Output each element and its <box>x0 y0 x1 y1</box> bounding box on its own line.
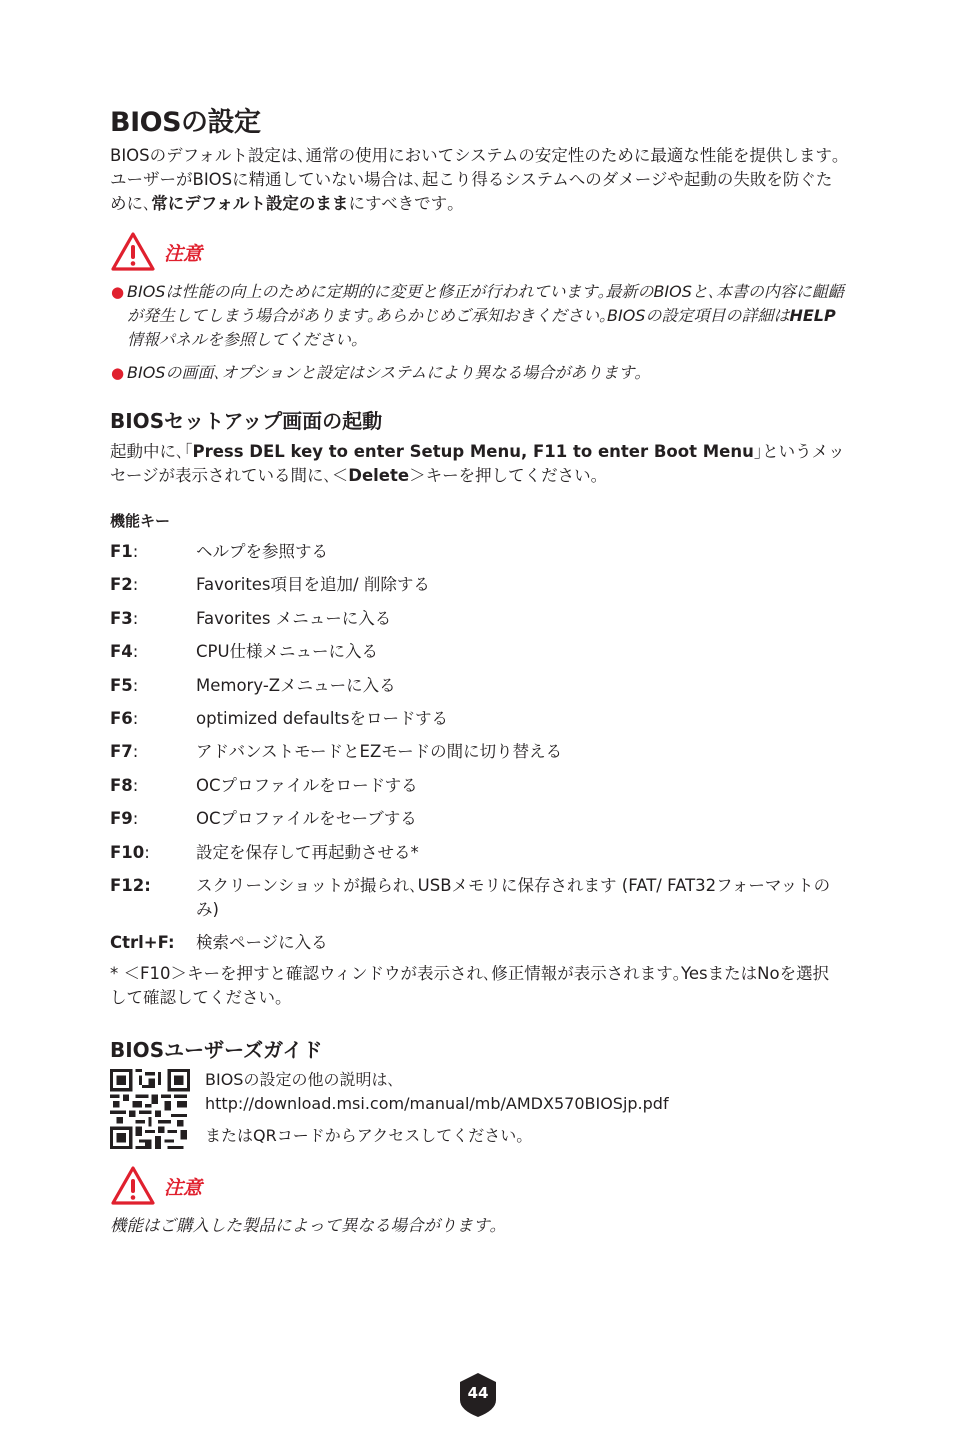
footnote: * ＜F10＞キーを押すと確認ウィンドウが表示され､修正情報が表示されます｡YesまたはNoを選択して確認してください｡ <box>110 964 830 1007</box>
function-key-name <box>110 707 196 731</box>
function-key-description: アドバンストモードとEZモードの間に切り替える <box>196 742 563 762</box>
function-key-name <box>110 841 196 865</box>
key-label: F1 <box>110 542 133 561</box>
bullet-1-bold: HELP <box>789 306 836 325</box>
caution-bullet-1 <box>110 280 850 352</box>
caution-heading-2 <box>110 1164 202 1208</box>
warning-icon <box>110 231 156 273</box>
guide-line-1: BIOSの設定の他の説明は､ <box>205 1070 396 1089</box>
function-key-name <box>110 740 196 764</box>
setup-text-3: ＞キーを押してください｡ <box>409 466 599 485</box>
guide-line-3: またはQRコードからアクセスしてください｡ <box>205 1126 525 1145</box>
key-label: F3 <box>110 608 133 628</box>
user-guide-title: BIOSユーザーズガイド <box>110 1038 323 1062</box>
function-key-description: スクリーンショットが撮られ､USBメモリに保存されます (FAT/ FAT32フォーマットのみ) <box>196 875 831 919</box>
intro-paragraph <box>110 144 845 216</box>
function-key-name <box>110 540 196 564</box>
bullet-dot-icon: ● <box>111 283 125 301</box>
function-key-name <box>110 874 196 922</box>
warning-icon <box>110 1165 156 1207</box>
setup-text-1: 起動中に､｢ <box>110 442 193 461</box>
function-key-list <box>110 540 850 965</box>
function-key-row <box>110 540 850 564</box>
guide-url-link[interactable]: http://download.msi.com/manual/mb/AMDX570BIOSjp.pdf <box>205 1094 669 1113</box>
caution-list-1 <box>110 280 850 394</box>
setup-text-2: ｣というメッセージが表示されている間に､＜ <box>110 442 845 485</box>
function-key-row <box>110 740 850 764</box>
function-key-description: OCプロファイルをセーブする <box>196 809 417 829</box>
caution-label: 注意 <box>164 242 203 265</box>
function-key-name <box>110 774 196 798</box>
function-key-description: Memory-Zメニューに入る <box>196 675 396 695</box>
function-key-description: 設定を保存して再起動させる* <box>196 842 419 862</box>
function-keys-title: 機能キー <box>110 512 171 530</box>
qr-code-icon <box>110 1068 190 1150</box>
intro-text-1: BIOSのデフォルト設定は､通常の使用においてシステムの安定性のために最適な性能を提供します｡ユーザーがBIOSに精通していない場合は､起こり得るシステムへのダメージや起動の失敗を防ぐために､ <box>110 146 841 213</box>
function-key-row <box>110 841 850 865</box>
key-label: F10 <box>110 842 145 862</box>
function-key-description: Favorites メニューに入る <box>196 608 392 628</box>
key-label: F12: <box>110 875 151 895</box>
setup-bold-message: Press DEL key to enter Setup Menu, F11 to enter Boot Menu <box>192 442 754 461</box>
page-title: BIOSの設定 <box>110 107 261 138</box>
function-key-description: ヘルプを参照する <box>196 542 328 561</box>
function-key-row <box>110 674 850 698</box>
function-key-name <box>110 573 196 597</box>
function-key-name <box>110 607 196 631</box>
function-key-row <box>110 774 850 798</box>
function-key-row <box>110 640 850 664</box>
caution-label-2: 注意 <box>164 1176 203 1199</box>
bullet-1-text-a: BIOSは性能の向上のために定期的に変更と修正が行われています｡最新のBIOSと､本書の内容に齟齬が発生してしまう場合があります｡あらかじめご承知おきください｡BIOSの設定項目の詳細は <box>127 282 844 325</box>
key-label: F7 <box>110 742 133 762</box>
key-separator: : <box>132 608 139 628</box>
key-label: F4 <box>110 642 133 662</box>
function-key-description: OCプロファイルをロードする <box>196 775 418 795</box>
function-key-name <box>110 640 196 664</box>
bullet-2-text: BIOSの画面､オプションと設定はシステムにより異なる場合があります｡ <box>127 363 643 382</box>
caution-bullet-2 <box>110 361 850 385</box>
function-key-row <box>110 607 850 631</box>
key-label: F6 <box>110 708 133 728</box>
intro-bold: 常にデフォルト設定のまま <box>151 194 349 213</box>
function-key-description: Favorites項目を追加/ 削除する <box>196 575 430 595</box>
function-key-name <box>110 807 196 831</box>
key-separator: : <box>132 675 139 695</box>
key-label: F5 <box>110 675 133 695</box>
function-key-row <box>110 573 850 597</box>
page-number: 44 <box>467 1384 489 1402</box>
function-key-row <box>110 931 850 955</box>
setup-paragraph <box>110 440 845 488</box>
key-separator: : <box>132 542 139 561</box>
key-separator: : <box>132 642 139 662</box>
bullet-dot-icon: ● <box>111 364 125 382</box>
function-key-name <box>110 931 196 955</box>
function-key-description: optimized defaultsをロードする <box>196 708 448 728</box>
key-separator: : <box>144 842 150 862</box>
key-label: Ctrl+F: <box>110 933 175 953</box>
key-separator: : <box>132 742 139 762</box>
key-separator: : <box>132 775 139 795</box>
caution-heading-1 <box>110 230 202 274</box>
key-separator: : <box>132 575 139 595</box>
key-label: F9 <box>110 809 133 829</box>
function-key-row <box>110 874 850 922</box>
function-key-row <box>110 707 850 731</box>
function-key-description: CPU仕様メニューに入る <box>196 642 379 662</box>
setup-bold-key: Delete <box>348 466 410 485</box>
function-key-row <box>110 807 850 831</box>
page-number-badge <box>458 1372 498 1418</box>
bullet-1-text-b: 情報パネルを参照してください｡ <box>127 330 360 349</box>
key-label: F8 <box>110 775 133 795</box>
key-label: F2 <box>110 575 133 595</box>
function-key-name <box>110 674 196 698</box>
intro-text-2: にすべきです｡ <box>348 194 456 213</box>
setup-section-title: BIOSセットアップ画面の起動 <box>110 409 383 433</box>
key-separator: : <box>132 708 139 728</box>
function-key-description: 検索ページに入る <box>196 933 328 953</box>
key-separator: : <box>132 809 139 829</box>
caution-2-text: 機能はご購入した製品によって異なる場合がります｡ <box>110 1216 498 1235</box>
